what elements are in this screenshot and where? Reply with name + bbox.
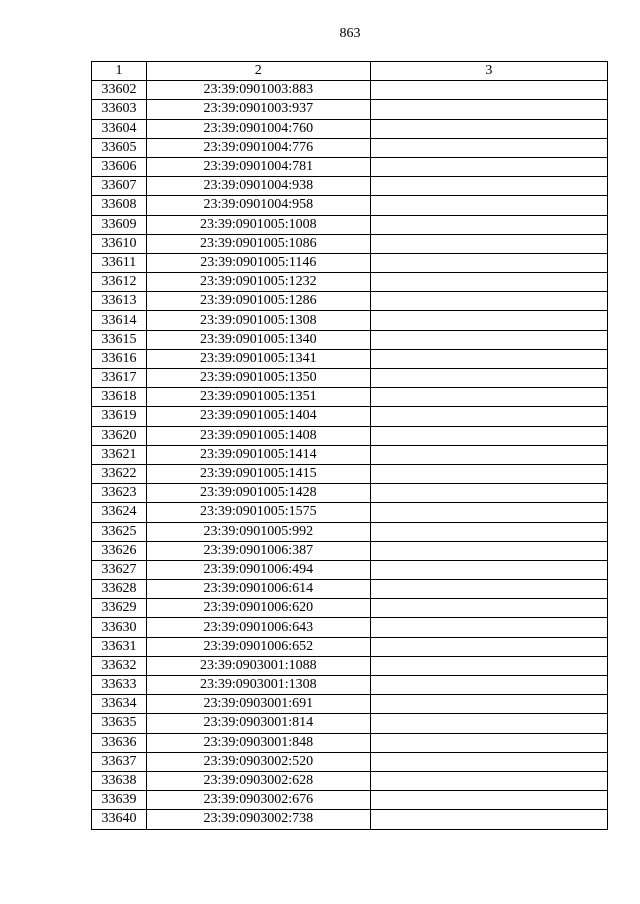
table-row: [92, 119, 608, 138]
row-number-cell: 33632: [92, 656, 147, 675]
cadastral-number-cell: 23:39:0901006:643: [146, 618, 370, 637]
cadastral-number-cell: 23:39:0901003:937: [146, 100, 370, 119]
note-cell: [370, 599, 607, 618]
table-row: [92, 599, 608, 618]
note-cell: [370, 637, 607, 656]
table-row: [92, 464, 608, 483]
cadastral-number-cell: 23:39:0901004:781: [146, 157, 370, 176]
row-number-cell: 33630: [92, 618, 147, 637]
row-number-cell: 33623: [92, 484, 147, 503]
row-number-cell: 33625: [92, 522, 147, 541]
note-cell: [370, 157, 607, 176]
note-cell: [370, 503, 607, 522]
note-cell: [370, 791, 607, 810]
note-cell: [370, 215, 607, 234]
row-number-cell: 33640: [92, 810, 147, 829]
cadastral-number-cell: 23:39:0903002:628: [146, 771, 370, 790]
cadastral-number-cell: 23:39:0901006:652: [146, 637, 370, 656]
table-row: [92, 676, 608, 695]
table-row: [92, 445, 608, 464]
cadastral-number-cell: 23:39:0901005:1086: [146, 234, 370, 253]
note-cell: [370, 407, 607, 426]
row-number-cell: 33612: [92, 273, 147, 292]
note-cell: [370, 234, 607, 253]
note-cell: [370, 81, 607, 100]
table-row: [92, 656, 608, 675]
row-number-cell: 33639: [92, 791, 147, 810]
row-number-cell: 33609: [92, 215, 147, 234]
row-number-cell: 33622: [92, 464, 147, 483]
table-row: [92, 714, 608, 733]
cadastral-number-cell: 23:39:0903001:848: [146, 733, 370, 752]
cadastral-number-cell: 23:39:0901005:1408: [146, 426, 370, 445]
table-row: [92, 177, 608, 196]
cadastral-number-cell: 23:39:0901006:387: [146, 541, 370, 560]
cadastral-number-cell: 23:39:0903002:738: [146, 810, 370, 829]
note-cell: [370, 810, 607, 829]
cadastral-number-cell: 23:39:0901005:1404: [146, 407, 370, 426]
note-cell: [370, 253, 607, 272]
table-row: [92, 253, 608, 272]
table-row: [92, 292, 608, 311]
column-header-3: 3: [370, 62, 607, 81]
row-number-cell: 33615: [92, 330, 147, 349]
note-cell: [370, 100, 607, 119]
cadastral-number-cell: 23:39:0903001:814: [146, 714, 370, 733]
table-row: [92, 733, 608, 752]
cadastral-number-cell: 23:39:0901006:620: [146, 599, 370, 618]
cadastral-number-cell: 23:39:0901005:992: [146, 522, 370, 541]
row-number-cell: 33629: [92, 599, 147, 618]
table-row: [92, 637, 608, 656]
cadastral-number-cell: 23:39:0901005:1008: [146, 215, 370, 234]
cadastral-number-cell: 23:39:0901005:1286: [146, 292, 370, 311]
cadastral-number-cell: 23:39:0901005:1414: [146, 445, 370, 464]
cadastral-number-cell: 23:39:0903001:1088: [146, 656, 370, 675]
cadastral-number-cell: 23:39:0903001:1308: [146, 676, 370, 695]
cadastral-number-cell: 23:39:0903002:676: [146, 791, 370, 810]
note-cell: [370, 560, 607, 579]
table-row: [92, 330, 608, 349]
note-cell: [370, 138, 607, 157]
row-number-cell: 33636: [92, 733, 147, 752]
row-number-cell: 33633: [92, 676, 147, 695]
cadastral-number-cell: 23:39:0901005:1146: [146, 253, 370, 272]
table-row: [92, 541, 608, 560]
cadastral-number-cell: 23:39:0903002:520: [146, 752, 370, 771]
note-cell: [370, 618, 607, 637]
registry-table: [91, 61, 608, 830]
note-cell: [370, 311, 607, 330]
note-cell: [370, 464, 607, 483]
row-number-cell: 33602: [92, 81, 147, 100]
table-row: [92, 580, 608, 599]
row-number-cell: 33621: [92, 445, 147, 464]
row-number-cell: 33610: [92, 234, 147, 253]
cadastral-number-cell: 23:39:0901006:494: [146, 560, 370, 579]
row-number-cell: 33624: [92, 503, 147, 522]
row-number-cell: 33614: [92, 311, 147, 330]
note-cell: [370, 733, 607, 752]
cadastral-number-cell: 23:39:0901005:1575: [146, 503, 370, 522]
cadastral-number-cell: 23:39:0901004:958: [146, 196, 370, 215]
note-cell: [370, 484, 607, 503]
cadastral-number-cell: 23:39:0901004:938: [146, 177, 370, 196]
row-number-cell: 33604: [92, 119, 147, 138]
note-cell: [370, 177, 607, 196]
row-number-cell: 33618: [92, 388, 147, 407]
note-cell: [370, 349, 607, 368]
table-row: [92, 810, 608, 829]
column-header-1: 1: [92, 62, 147, 81]
cadastral-number-cell: 23:39:0901005:1350: [146, 369, 370, 388]
table-row: [92, 388, 608, 407]
note-cell: [370, 388, 607, 407]
cadastral-number-cell: 23:39:0901004:776: [146, 138, 370, 157]
note-cell: [370, 196, 607, 215]
note-cell: [370, 656, 607, 675]
cadastral-number-cell: 23:39:0901005:1340: [146, 330, 370, 349]
row-number-cell: 33619: [92, 407, 147, 426]
cadastral-number-cell: 23:39:0901005:1428: [146, 484, 370, 503]
table-row: [92, 407, 608, 426]
note-cell: [370, 292, 607, 311]
table-row: [92, 618, 608, 637]
table-row: [92, 81, 608, 100]
table-row: [92, 484, 608, 503]
row-number-cell: 33634: [92, 695, 147, 714]
table-row: [92, 522, 608, 541]
note-cell: [370, 541, 607, 560]
table-row: [92, 426, 608, 445]
row-number-cell: 33626: [92, 541, 147, 560]
note-cell: [370, 445, 607, 464]
row-number-cell: 33613: [92, 292, 147, 311]
table-row: [92, 752, 608, 771]
row-number-cell: 33628: [92, 580, 147, 599]
table-body: [92, 81, 608, 829]
cadastral-number-cell: 23:39:0901004:760: [146, 119, 370, 138]
table-row: [92, 349, 608, 368]
row-number-cell: 33617: [92, 369, 147, 388]
note-cell: [370, 273, 607, 292]
table-row: [92, 311, 608, 330]
row-number-cell: 33611: [92, 253, 147, 272]
note-cell: [370, 676, 607, 695]
table-header-row: [92, 62, 608, 81]
note-cell: [370, 695, 607, 714]
row-number-cell: 33616: [92, 349, 147, 368]
table-row: [92, 273, 608, 292]
page-number: 863: [339, 26, 361, 41]
note-cell: [370, 752, 607, 771]
cadastral-number-cell: 23:39:0901005:1308: [146, 311, 370, 330]
row-number-cell: 33635: [92, 714, 147, 733]
note-cell: [370, 330, 607, 349]
row-number-cell: 33620: [92, 426, 147, 445]
table-row: [92, 157, 608, 176]
row-number-cell: 33637: [92, 752, 147, 771]
note-cell: [370, 771, 607, 790]
note-cell: [370, 119, 607, 138]
cadastral-number-cell: 23:39:0901005:1351: [146, 388, 370, 407]
table-row: [92, 695, 608, 714]
table-row: [92, 503, 608, 522]
note-cell: [370, 714, 607, 733]
table-row: [92, 771, 608, 790]
cadastral-number-cell: 23:39:0901005:1341: [146, 349, 370, 368]
row-number-cell: 33605: [92, 138, 147, 157]
cadastral-number-cell: 23:39:0903001:691: [146, 695, 370, 714]
table-row: [92, 369, 608, 388]
row-number-cell: 33606: [92, 157, 147, 176]
table-row: [92, 100, 608, 119]
note-cell: [370, 426, 607, 445]
cadastral-number-cell: 23:39:0901005:1415: [146, 464, 370, 483]
cadastral-number-cell: 23:39:0901003:883: [146, 81, 370, 100]
row-number-cell: 33603: [92, 100, 147, 119]
cadastral-number-cell: 23:39:0901006:614: [146, 580, 370, 599]
row-number-cell: 33608: [92, 196, 147, 215]
table-row: [92, 196, 608, 215]
table-row: [92, 791, 608, 810]
table-row: [92, 138, 608, 157]
note-cell: [370, 580, 607, 599]
column-header-2: 2: [146, 62, 370, 81]
table-row: [92, 560, 608, 579]
note-cell: [370, 369, 607, 388]
table-row: [92, 215, 608, 234]
cadastral-number-cell: 23:39:0901005:1232: [146, 273, 370, 292]
note-cell: [370, 522, 607, 541]
row-number-cell: 33638: [92, 771, 147, 790]
row-number-cell: 33607: [92, 177, 147, 196]
row-number-cell: 33627: [92, 560, 147, 579]
row-number-cell: 33631: [92, 637, 147, 656]
table-row: [92, 234, 608, 253]
